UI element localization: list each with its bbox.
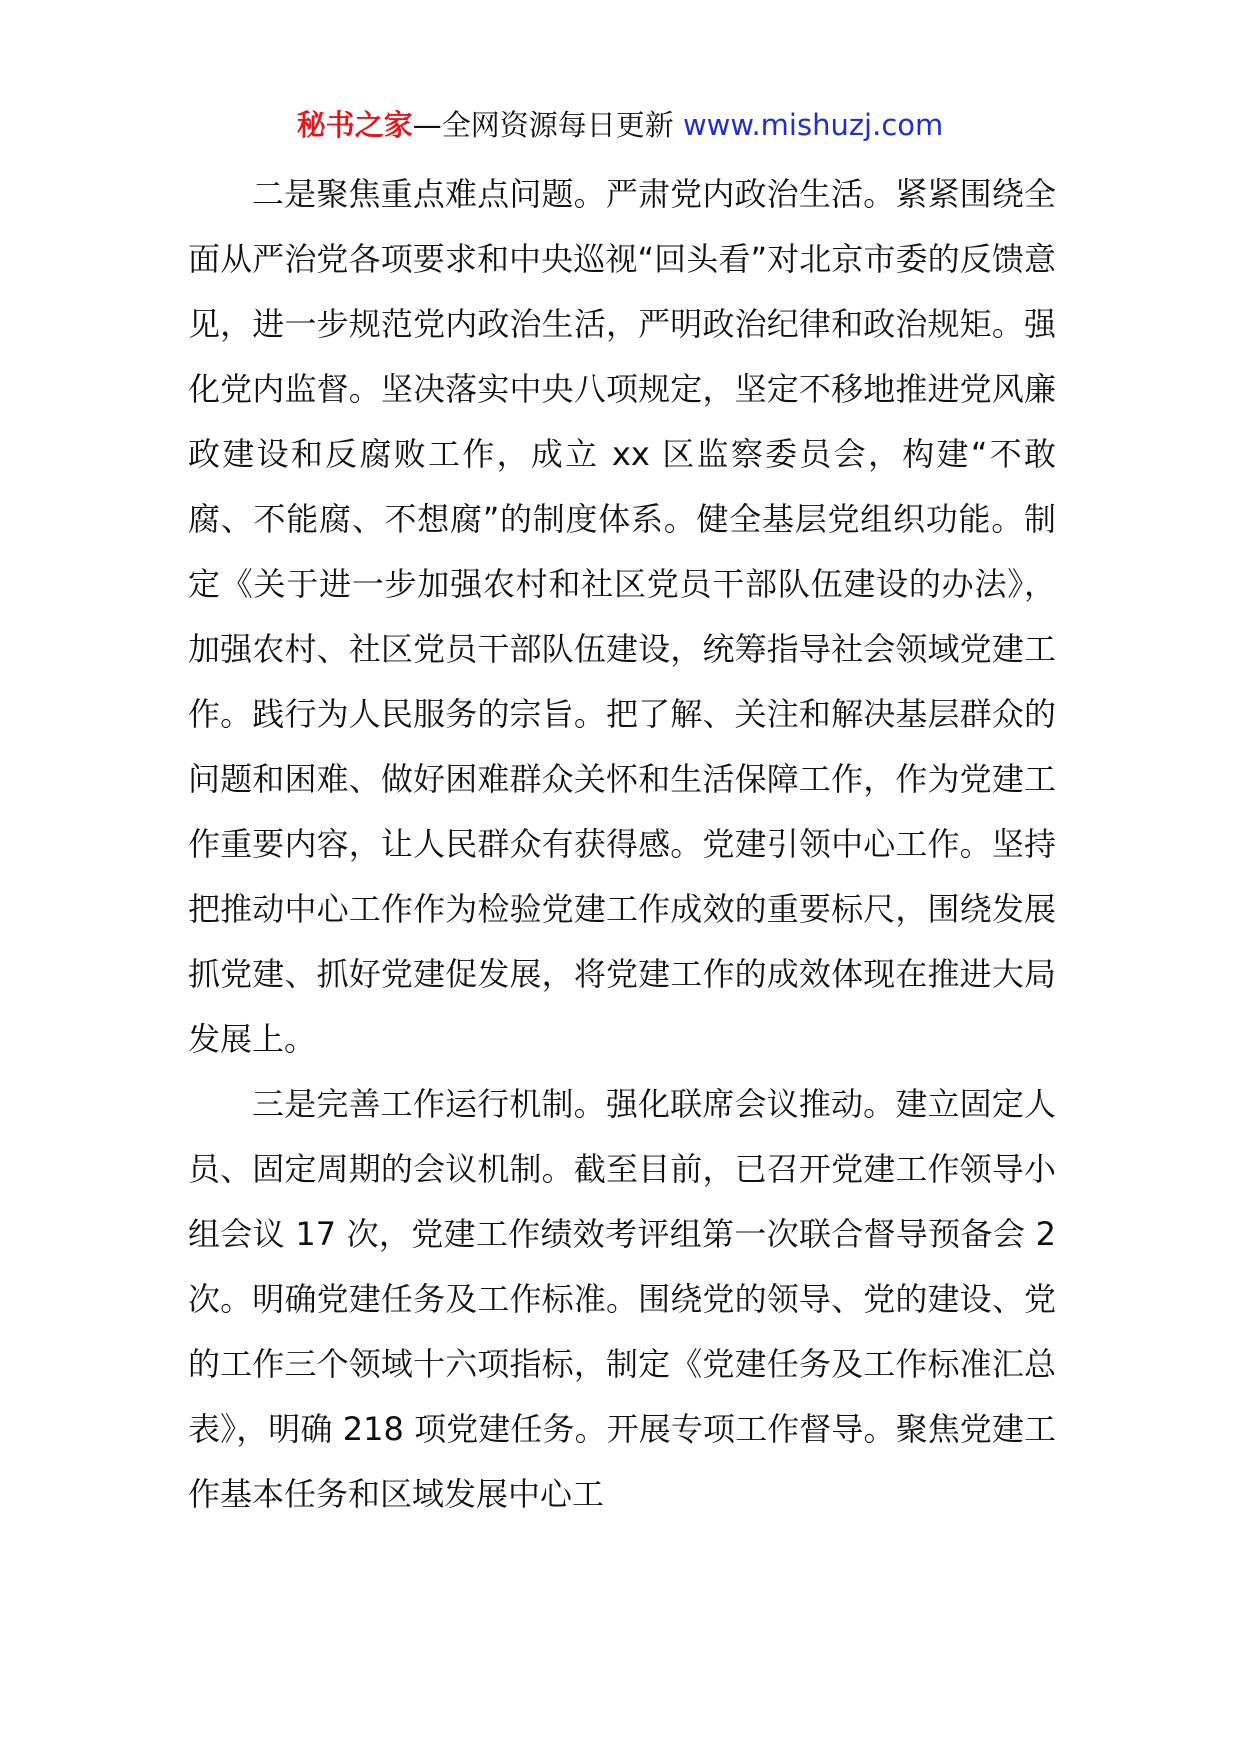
header-tagline: —全网资源每日更新 [412,108,683,142]
paragraph-focus-key-issues: 二是聚焦重点难点问题。严肃党内政治生活。紧紧围绕全面从严治党各项要求和中央巡视“回头看”对北京市委的反馈意见，进一步规范党内政治生活，严明政治纪律和政治规矩。强化党内监督。坚决落实中央八项规定，坚定不移地推进党风廉政建设和反腐败工作，成立 xx 区监察委员会，构建“不敢腐、不能腐、不想腐”的制度体系。健全基层党组织功能。制定《关于进一步加强农村和社区党员干部队伍建设的办法》，加强农村、社区党员干部队伍建设，统筹指导社会领域党建工作。践行为人民服务的宗旨。把了解、关注和解决基层群众的问题和困难、做好困难群众关怀和生活保障工作，作为党建工作重要内容，让人民群众有获得感。党建引领中心工作。坚持把推动中心工作作为检验党建工作成效的重要标尺，围绕发展抓党建、抓好党建促发展，将党建工作的成效体现在推进大局发展上。 [188,175,1056,1058]
site-url-link[interactable]: www.mishuzj.com [682,108,944,142]
paragraph-improve-mechanism: 三是完善工作运行机制。强化联席会议推动。建立固定人员、固定周期的会议机制。截至目前，已召开党建工作领导小组会议 17 次，党建工作绩效考评组第一次联合督导预备会 2 次。明确党建任务及工作标准。围绕党的领导、党的建设、党的工作三个领域十六项指标，制定《党建任务及工作标准汇总表》，明确 218 项党建任务。开展专项工作督导。聚焦党建工作基本任务和区域发展中心工 [188,1085,1056,1513]
brand-name: 秘书之家 [296,108,413,142]
document-body [188,162,1056,1527]
page-header [0,100,1240,150]
